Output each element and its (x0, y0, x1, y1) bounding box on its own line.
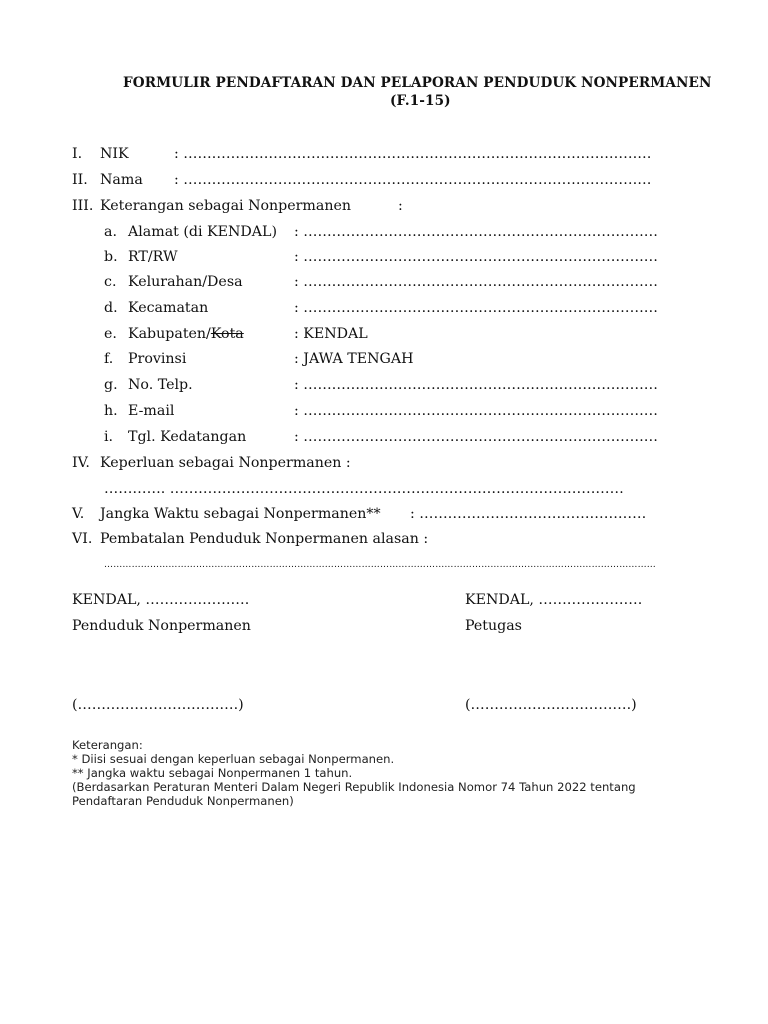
keterangan-colon: : (398, 198, 403, 214)
tgl-field[interactable]: : ………………………………………………………………… (294, 429, 658, 445)
left-place-date[interactable]: KENDAL, …………………. (72, 592, 250, 608)
nama-label: Nama (100, 172, 143, 188)
rtrw-label: RT/RW (128, 249, 178, 265)
kecamatan-field[interactable]: : ………………………………………………………………… (294, 300, 658, 316)
provinsi-value: : JAWA TENGAH (294, 351, 414, 367)
right-signature-name[interactable]: (…………………………….) (465, 697, 637, 713)
left-role: Penduduk Nonpermanen (72, 618, 251, 634)
jangka-label: Jangka Waktu sebagai Nonpermanen** (100, 506, 381, 522)
item-letter: e. (104, 326, 117, 342)
section-number: VI. (72, 531, 93, 547)
rtrw-field[interactable]: : ………………………………………………………………… (294, 249, 658, 265)
right-role: Petugas (465, 618, 522, 634)
alamat-label: Alamat (di KENDAL) (128, 224, 277, 240)
item-letter: h. (104, 403, 118, 419)
right-place-date[interactable]: KENDAL, …………………. (465, 592, 643, 608)
kelurahan-label: Kelurahan/Desa (128, 274, 243, 290)
section-number: II. (72, 172, 88, 188)
telp-label: No. Telp. (128, 377, 193, 393)
form-title: FORMULIR PENDAFTARAN DAN PELAPORAN PENDUDUK NONPERMANEN (123, 75, 712, 91)
note-line: ** Jangka waktu sebagai Nonpermanen 1 tahun. (72, 766, 353, 780)
kelurahan-field[interactable]: : ………………………………………………………………… (294, 274, 658, 290)
kabupaten-label (128, 325, 244, 343)
nik-field[interactable]: : ……………………………………………………………………………………… (174, 146, 652, 162)
note-line: * Diisi sesuai dengan keperluan sebagai Nonpermanen. (72, 752, 395, 766)
jangka-field[interactable]: : ………………………………………… (410, 506, 647, 522)
email-label: E-mail (128, 403, 175, 419)
kabupaten-value: : KENDAL (294, 326, 368, 342)
telp-field[interactable]: : ………………………………………………………………… (294, 377, 658, 393)
item-letter: d. (104, 300, 118, 316)
nik-label: NIK (100, 146, 129, 162)
item-letter: g. (104, 377, 118, 393)
item-letter: f. (104, 351, 114, 367)
form-code: (F.1-15) (390, 93, 451, 109)
nama-field[interactable]: : ……………………………………………………………………………………… (174, 172, 652, 188)
section-number: III. (72, 198, 94, 214)
section-number: IV. (72, 455, 90, 471)
left-signature-name[interactable]: (…………………………….) (72, 697, 244, 713)
kota-struck-text: Kota (210, 326, 244, 342)
pembatalan-label: Pembatalan Penduduk Nonpermanen alasan : (100, 531, 429, 547)
provinsi-label: Provinsi (128, 351, 187, 367)
section-number: V. (72, 506, 85, 522)
alamat-field[interactable]: : ………………………………………………………………… (294, 224, 658, 240)
notes-heading: Keterangan: (72, 738, 143, 752)
kabupaten-text: Kabupaten/ (128, 326, 211, 342)
keterangan-label: Keterangan sebagai Nonpermanen (100, 198, 352, 214)
pembatalan-field[interactable]: ……………………………………………………………………………………………………………………………………………………………… (104, 560, 656, 570)
item-letter: c. (104, 274, 117, 290)
tgl-label: Tgl. Kedatangan (128, 429, 247, 445)
item-letter: b. (104, 249, 118, 265)
keperluan-field[interactable]: …………. …………………………………………………………………………………… (104, 481, 624, 497)
note-line: (Berdasarkan Peraturan Menteri Dalam Negeri Republik Indonesia Nomor 74 Tahun 2022 tentang (72, 780, 636, 794)
note-line: Pendaftaran Penduduk Nonpermanen) (72, 794, 294, 808)
item-letter: i. (104, 429, 114, 445)
item-letter: a. (104, 224, 117, 240)
kecamatan-label: Kecamatan (128, 300, 209, 316)
email-field[interactable]: : ………………………………………………………………… (294, 403, 658, 419)
keperluan-label: Keperluan sebagai Nonpermanen : (100, 455, 351, 471)
section-number: I. (72, 146, 83, 162)
